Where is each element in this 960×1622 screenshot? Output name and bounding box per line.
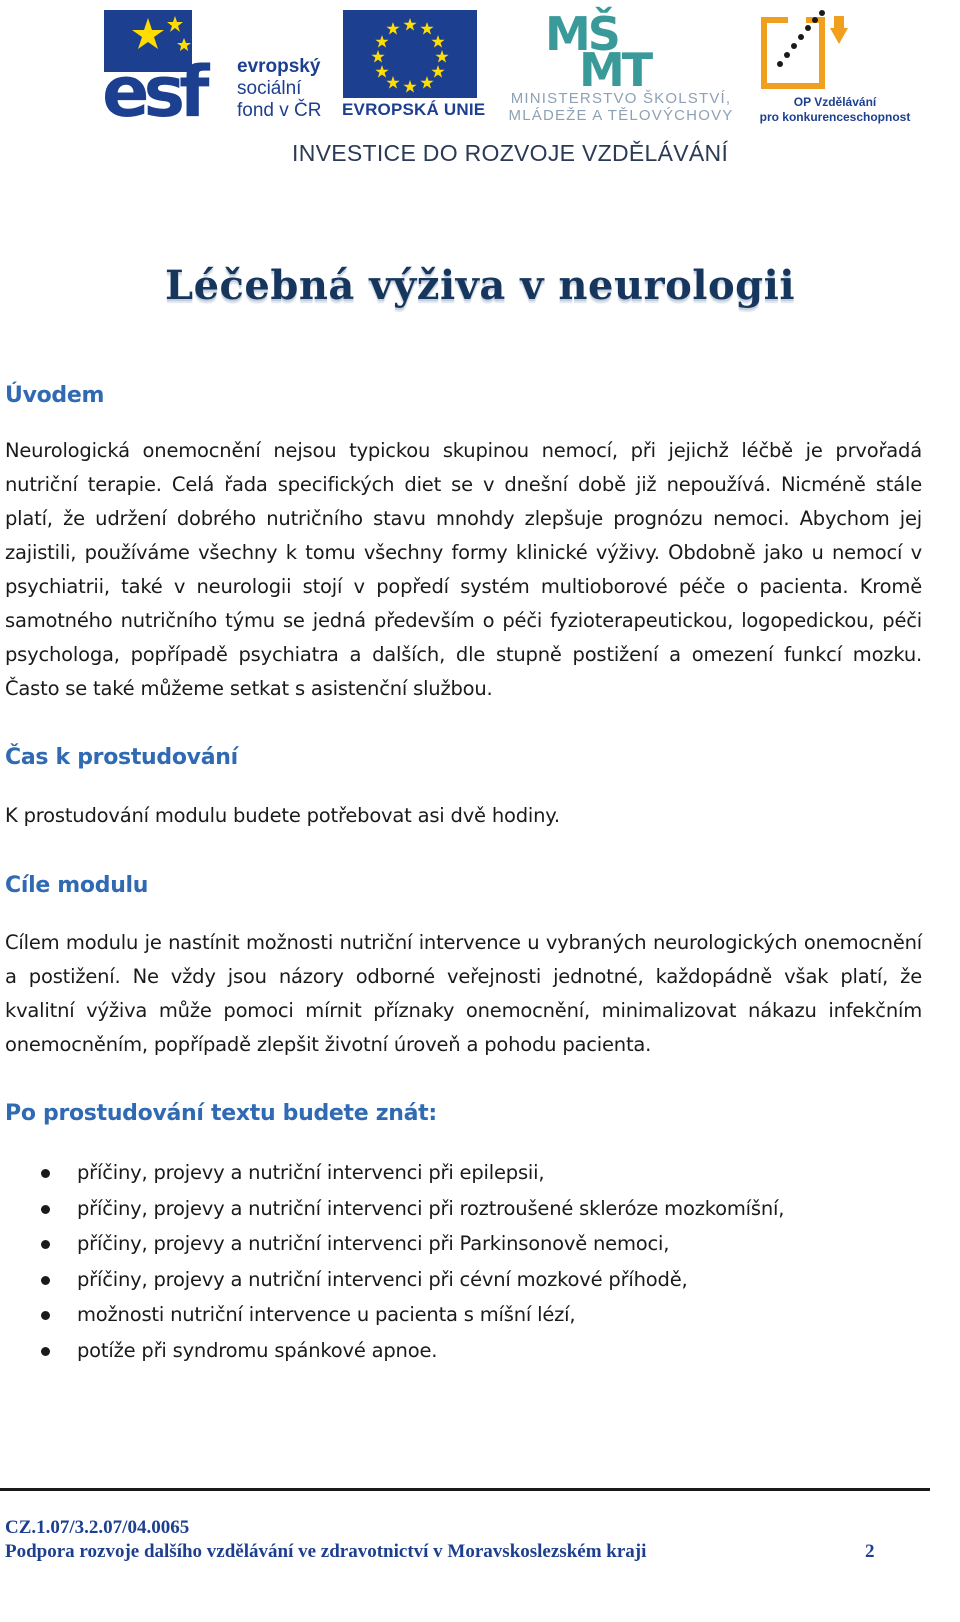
bullet-icon bbox=[41, 1169, 50, 1178]
intro-paragraph-wrap bbox=[5, 434, 922, 706]
op-text: OP Vzdělávání pro konkurenceschopnost bbox=[759, 95, 911, 124]
svg-text:esf: esf bbox=[102, 51, 204, 120]
page-number: 2 bbox=[865, 1541, 875, 1562]
list-item: příčiny, projevy a nutriční intervenci při roztroušené skleróze mozkomíšní, bbox=[5, 1191, 922, 1227]
study-time-paragraph-wrap bbox=[5, 799, 922, 833]
document-title: Léčebná výživa v neurologii bbox=[164, 262, 796, 309]
esf-logo bbox=[100, 8, 235, 120]
msmt-text: MINISTERSTVO ŠKOLSTVÍ, MLÁDEŽE A TĚLOVÝCHOVY bbox=[508, 90, 734, 124]
eu-label: EVROPSKÁ UNIE bbox=[342, 100, 486, 119]
intro-paragraph: Neurologická onemocnění nejsou typickou skupinou nemocí, při jejichž léčbě je prvořadá nutriční terapie. Celá řada specifických diet se v dnešní době již nepoužívá. Nicméně stále platí, že udržení dobrého nutričního stavu mnohdy zlepšuje prognózu nemoci. Abychom jej zajistili, používáme všechny k tomu všechny formy klinické výživy. Obdobně jako u nemocí v psychiatrii, také v neurologii stojí v popředí systém multioborové péče o pacienta. Kromě samotného nutričního týmu se jedná především o péči fyzioterapeutickou, logopedickou, péči psychologa, popřípadě psychiatra a dalších, dle stupně postižení a omezení funkcí mozku. Často se také můžeme setkat s asistenční službou. bbox=[5, 439, 922, 700]
footer-project-name: Podpora rozvoje dalšího vzdělávání ve zdravotnictví v Moravskoslezském kraji bbox=[5, 1541, 647, 1562]
bullet-icon bbox=[41, 1240, 50, 1249]
investice-tagline: INVESTICE DO ROZVOJE VZDĚLÁVÁNÍ bbox=[292, 140, 729, 166]
svg-text:MŠ: MŠ bbox=[545, 7, 618, 61]
heading-outcomes: Po prostudování textu budete znát: bbox=[5, 1101, 437, 1126]
section-intro bbox=[5, 383, 922, 408]
heading-intro: Úvodem bbox=[5, 383, 105, 408]
bullet-icon bbox=[41, 1347, 50, 1356]
section-study-time bbox=[5, 745, 922, 770]
goals-paragraph: Cílem modulu je nastínit možnosti nutriční intervence u vybraných neurologických onemocnění a postižení. Ne vždy jsou názory odborné veřejnosti jednotné, každopádně však platí, že kvalitní výživa může pomoci mírnit příznaky onemocnění, minimalizovat nákazu infekčním onemocněním, popřípadě zlepšit životní úroveň a pohodu pacienta. bbox=[5, 931, 922, 1056]
footer-divider bbox=[0, 1488, 930, 1491]
heading-study-time: Čas k prostudování bbox=[5, 745, 238, 770]
section-outcomes bbox=[5, 1101, 922, 1126]
list-item: možnosti nutriční intervence u pacienta s míšní lézí, bbox=[5, 1297, 922, 1333]
esf-logo-text: evropský sociální fond v ČR bbox=[237, 56, 322, 121]
header-logos bbox=[0, 0, 960, 175]
list-item: příčiny, projevy a nutriční intervenci při epilepsii, bbox=[5, 1155, 922, 1191]
bullet-icon bbox=[41, 1205, 50, 1214]
study-time-paragraph: K prostudování modulu budete potřebovat asi dvě hodiny. bbox=[5, 804, 560, 827]
outcomes-list-wrap bbox=[5, 1155, 922, 1368]
svg-text:MT: MT bbox=[579, 43, 651, 86]
section-goals bbox=[5, 873, 922, 898]
outcomes-list bbox=[5, 1155, 922, 1368]
heading-goals: Cíle modulu bbox=[5, 873, 149, 898]
list-item: příčiny, projevy a nutriční intervenci při cévní mozkové příhodě, bbox=[5, 1262, 922, 1298]
op-logo bbox=[760, 8, 855, 93]
goals-paragraph-wrap bbox=[5, 926, 922, 1062]
bullet-icon bbox=[41, 1311, 50, 1320]
list-item: příčiny, projevy a nutriční intervenci při Parkinsonově nemoci, bbox=[5, 1226, 922, 1262]
bullet-icon bbox=[41, 1276, 50, 1285]
msmt-logo bbox=[545, 6, 665, 86]
footer-project-code: CZ.1.07/3.2.07/04.0065 bbox=[5, 1517, 190, 1538]
list-item: potíže při syndromu spánkové apnoe. bbox=[5, 1333, 922, 1369]
eu-flag-icon bbox=[343, 10, 477, 98]
